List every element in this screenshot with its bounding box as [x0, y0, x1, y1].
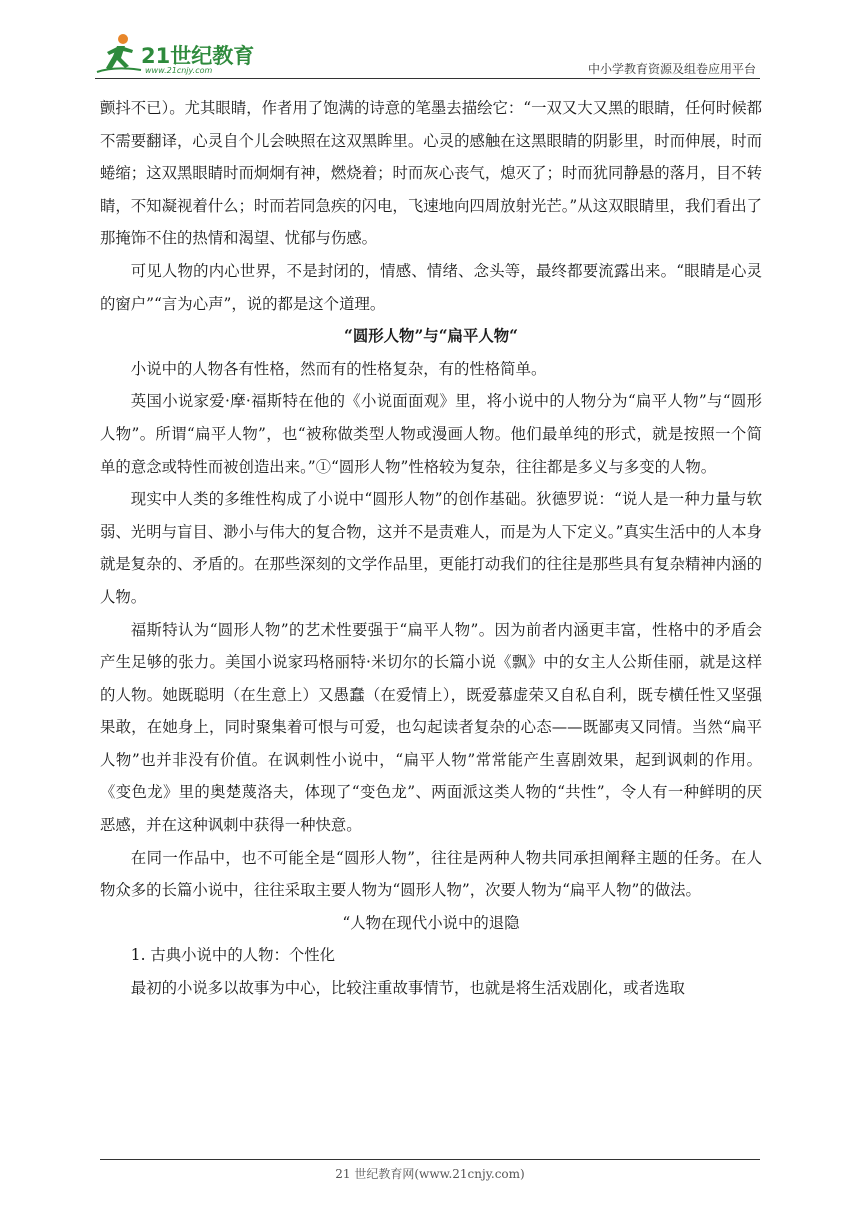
paragraph: 现实中人类的多维性构成了小说中“圆形人物”的创作基础。狄德罗说：“说人是一种力量与软弱、光明与盲目、渺小与伟大的复合物，这并不是责难人，而是为人下定义。”真实生活中的人本身就是复杂的、矛盾的。在那些深刻的文学作品里，更能打动我们的往往是那些具有复杂精神内涵的人物。 [100, 490, 762, 606]
paragraph: 小说中的人物各有性格，然而有的性格复杂，有的性格简单。 [130, 359, 547, 378]
logo-text: 21世纪教育 [141, 44, 255, 68]
platform-label: 中小学教育资源及组卷应用平台 [587, 62, 756, 76]
section-heading: “人物在现代小说中的退隐 [342, 913, 520, 932]
paragraph: 可见人物的内心世界，不是封闭的，情感、情绪、念头等，最终都要流露出来。“眼睛是心灵的窗户”“言为心声”，说的都是这个道理。 [100, 261, 762, 313]
paragraph: 颤抖不已）。尤其眼睛，作者用了饱满的诗意的笔墨去描绘它：“一双又大又黑的眼睛，任何时候都不需要翻译，心灵自个儿会映照在这双黑眸里。心灵的感触在这黑眼睛的阴影里，时而伸展，时而蜷缩；这双黑眼睛时而炯炯有神，燃烧着；时而灰心丧气，熄灭了；时而犹同静悬的落月，目不转睛，不知凝视着什么；时而若同急疾的闪电，飞速地向四周放射光芒。”从这双眼睛里，我们看出了那掩饰不住的热情和渴望、忧郁与伤感。 [100, 99, 762, 248]
paragraph: 英国小说家爱·摩·福斯特在他的《小说面面观》里，将小说中的人物分为“扁平人物”与“圆形人物”。所谓“扁平人物”，也“被称做类型人物或漫画人物。他们最单纯的形式，就是按照一个简单的意念或特性而被创造出来。”①“圆形人物”性格较为复杂，往往都是多义与多变的人物。 [100, 392, 762, 476]
paragraph: 最初的小说多以故事为中心，比较注重故事情节，也就是将生活戏剧化，或者选取 [130, 979, 685, 998]
logo-url: www.21cnjy.com [145, 66, 213, 75]
list-item: 1. 古典小说中的人物：个性化 [130, 946, 336, 965]
runner-logo-icon [95, 32, 143, 76]
header-divider [95, 78, 760, 79]
section-heading: “圆形人物”与“扁平人物“ [344, 327, 518, 346]
logo [95, 32, 265, 78]
paragraph: 福斯特认为“圆形人物”的艺术性要强于“扁平人物”。因为前者内涵更丰富，性格中的矛盾会产生足够的张力。美国小说家玛格丽特·米切尔的长篇小说《飘》中的女主人公斯佳丽，就是这样的人物。她既聪明（在生意上）又愚蠢（在爱情上），既爱慕虚荣又自私自利，既专横任性又坚强果敢，在她身上，同时聚集着可恨与可爱，也勾起读者复杂的心态——既鄙夷又同情。当然“扁平人物”也并非没有价值。在讽刺性小说中，“扁平人物”常常能产生喜剧效果，起到讽刺的作用。《变色龙》里的奥楚蔑洛夫，体现了“变色龙”、两面派这类人物的“共性”，令人有一种鲜明的厌恶感，并在这种讽刺中获得一种快意。 [100, 620, 762, 835]
page-header [95, 30, 760, 80]
footer-divider [100, 1159, 760, 1160]
page-footer: 21 世纪教育网(www.21cnjy.com) [335, 1167, 525, 1181]
paragraph: 在同一作品中，也不可能全是“圆形人物”，往往是两种人物共同承担阐释主题的任务。在人物众多的长篇小说中，往往采取主要人物为“圆形人物”，次要人物为“扁平人物”的做法。 [100, 848, 762, 900]
document-body [100, 92, 762, 1005]
